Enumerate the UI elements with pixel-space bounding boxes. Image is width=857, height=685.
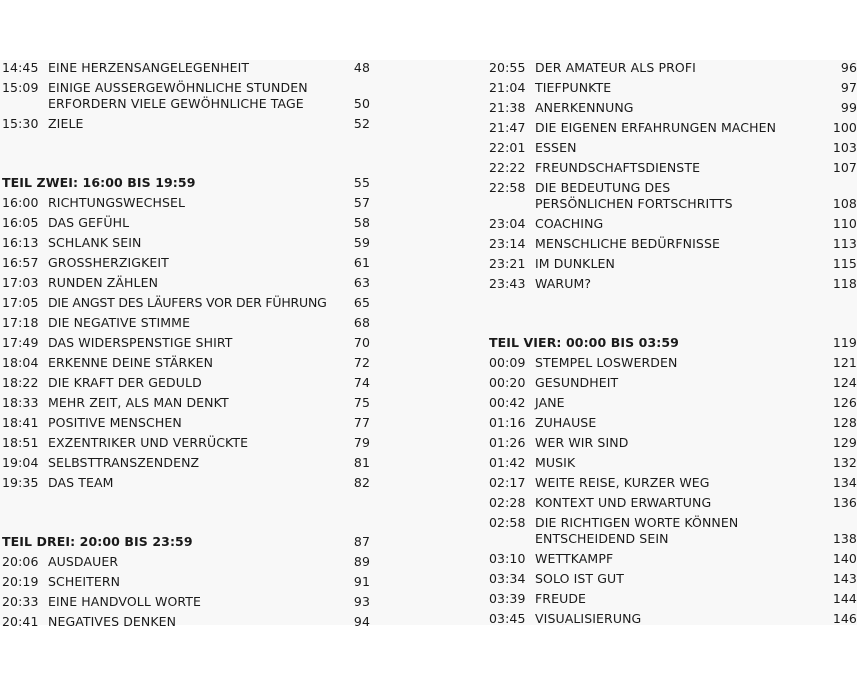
entry-title: FREUDE bbox=[535, 591, 587, 606]
entry-title: DAS WIDERSPENSTIGE SHIRT bbox=[48, 335, 233, 350]
entry-title: SCHLANK SEIN bbox=[48, 235, 142, 250]
entry-time: 17:05 bbox=[2, 295, 39, 310]
entry-title: NEGATIVES DENKEN bbox=[48, 614, 177, 629]
entry-page: 134 bbox=[832, 475, 857, 490]
entry-time: 19:35 bbox=[2, 475, 39, 490]
entry-page: 81 bbox=[353, 455, 370, 470]
entry-page: 89 bbox=[353, 554, 370, 569]
entry-title: EINE HERZENSANGELEGENHEIT bbox=[48, 60, 250, 75]
entry-title: ANERKENNUNG bbox=[535, 100, 634, 115]
entry-title: JANE bbox=[535, 395, 565, 410]
entry-title: ESSEN bbox=[535, 140, 577, 155]
section-page: 55 bbox=[353, 175, 370, 190]
entry-page: 96 bbox=[840, 60, 857, 75]
entry-page: 108 bbox=[832, 196, 857, 211]
entry-page: 57 bbox=[353, 195, 370, 210]
entry-title: WER WIR SIND bbox=[535, 435, 629, 450]
entry-time: 20:55 bbox=[489, 60, 526, 75]
entry-page: 82 bbox=[353, 475, 370, 490]
entry-page: 50 bbox=[353, 96, 370, 111]
entry-time: 21:04 bbox=[489, 80, 526, 95]
entry-page: 100 bbox=[832, 120, 857, 135]
entry-time: 18:04 bbox=[2, 355, 39, 370]
entry-page: 146 bbox=[832, 611, 857, 626]
entry-title: DIE EIGENEN ERFAHRUNGEN MACHEN bbox=[535, 120, 777, 135]
entry-time: 02:58 bbox=[489, 515, 526, 530]
entry-page: 128 bbox=[832, 415, 857, 430]
entry-page: 132 bbox=[832, 455, 857, 470]
entry-time: 23:43 bbox=[489, 276, 526, 291]
entry-page: 70 bbox=[353, 335, 370, 350]
entry-time: 20:19 bbox=[2, 574, 39, 589]
entry-time: 15:09 bbox=[2, 80, 39, 95]
entry-page: 77 bbox=[353, 415, 370, 430]
section-heading: TEIL VIER: 00:00 BIS 03:59 bbox=[489, 335, 679, 350]
entry-time: 01:16 bbox=[489, 415, 526, 430]
entry-page: 118 bbox=[832, 276, 857, 291]
section-page: 119 bbox=[832, 335, 857, 350]
entry-title: RUNDEN ZÄHLEN bbox=[48, 275, 159, 290]
entry-title: SOLO IST GUT bbox=[535, 571, 625, 586]
entry-page: 79 bbox=[353, 435, 370, 450]
entry-page: 74 bbox=[353, 375, 370, 390]
entry-page: 115 bbox=[832, 256, 857, 271]
entry-title: EINE HANDVOLL WORTE bbox=[48, 594, 201, 609]
entry-page: 68 bbox=[353, 315, 370, 330]
entry-title: TIEFPUNKTE bbox=[535, 80, 612, 95]
entry-title: MUSIK bbox=[535, 455, 576, 470]
entry-time: 18:41 bbox=[2, 415, 39, 430]
entry-page: 63 bbox=[353, 275, 370, 290]
entry-title: AUSDAUER bbox=[48, 554, 119, 569]
entry-title: KONTEXT UND ERWARTUNG bbox=[535, 495, 712, 510]
entry-page: 103 bbox=[832, 140, 857, 155]
entry-title: EINIGE AUSSERGEWÖHNLICHE STUNDEN ERFORDERN VIELE GEWÖHNLICHE TAGE bbox=[48, 80, 308, 111]
entry-time: 20:33 bbox=[2, 594, 39, 609]
entry-page: 97 bbox=[840, 80, 857, 95]
entry-title: DAS TEAM bbox=[48, 475, 114, 490]
entry-time: 00:20 bbox=[489, 375, 526, 390]
entry-title: VISUALISIERUNG bbox=[535, 611, 642, 626]
entry-title: ZUHAUSE bbox=[535, 415, 597, 430]
entry-title: DIE KRAFT DER GEDULD bbox=[48, 375, 202, 390]
entry-title: GROSSHERZIGKEIT bbox=[48, 255, 169, 270]
section-heading: TEIL ZWEI: 16:00 BIS 19:59 bbox=[2, 175, 196, 190]
entry-time: 18:33 bbox=[2, 395, 39, 410]
entry-title: MEHR ZEIT, ALS MAN DENKT bbox=[48, 395, 229, 410]
entry-page: 107 bbox=[832, 160, 857, 175]
entry-time: 03:34 bbox=[489, 571, 526, 586]
entry-title: ZIELE bbox=[48, 116, 84, 131]
section-heading: TEIL DREI: 20:00 BIS 23:59 bbox=[2, 534, 193, 549]
entry-title: DAS GEFÜHL bbox=[48, 215, 130, 230]
entry-time: 20:41 bbox=[2, 614, 39, 629]
entry-title: COACHING bbox=[535, 216, 604, 231]
entry-title: SELBSTTRANSZENDENZ bbox=[48, 455, 200, 470]
entry-page: 61 bbox=[353, 255, 370, 270]
entry-time: 14:45 bbox=[2, 60, 39, 75]
entry-time: 15:30 bbox=[2, 116, 39, 131]
entry-time: 17:49 bbox=[2, 335, 39, 350]
entry-page: 99 bbox=[840, 100, 857, 115]
entry-page: 113 bbox=[832, 236, 857, 251]
entry-time: 21:38 bbox=[489, 100, 526, 115]
entry-page: 144 bbox=[832, 591, 857, 606]
entry-title: IM DUNKLEN bbox=[535, 256, 615, 271]
entry-title: RICHTUNGSWECHSEL bbox=[48, 195, 186, 210]
entry-title: DIE BEDEUTUNG DES PERSÖNLICHEN FORTSCHRITTS bbox=[535, 180, 733, 211]
entry-time: 22:01 bbox=[489, 140, 526, 155]
entry-time: 16:13 bbox=[2, 235, 39, 250]
entry-title: DIE RICHTIGEN WORTE KÖNNEN ENTSCHEIDEND SEIN bbox=[535, 515, 739, 546]
entry-title: FREUNDSCHAFTSDIENSTE bbox=[535, 160, 701, 175]
entry-time: 03:39 bbox=[489, 591, 526, 606]
entry-time: 16:05 bbox=[2, 215, 39, 230]
entry-title: DER AMATEUR ALS PROFI bbox=[535, 60, 696, 75]
entry-time: 23:21 bbox=[489, 256, 526, 271]
entry-title: DIE NEGATIVE STIMME bbox=[48, 315, 191, 330]
entry-time: 23:04 bbox=[489, 216, 526, 231]
entry-page: 91 bbox=[353, 574, 370, 589]
entry-title: WETTKAMPF bbox=[535, 551, 614, 566]
entry-time: 01:26 bbox=[489, 435, 526, 450]
entry-page: 138 bbox=[832, 531, 857, 546]
entry-title: WARUM? bbox=[535, 276, 592, 291]
entry-time: 17:03 bbox=[2, 275, 39, 290]
entry-page: 48 bbox=[353, 60, 370, 75]
entry-page: 129 bbox=[832, 435, 857, 450]
entry-time: 17:18 bbox=[2, 315, 39, 330]
entry-title: POSITIVE MENSCHEN bbox=[48, 415, 182, 430]
entry-page: 58 bbox=[353, 215, 370, 230]
entry-page: 52 bbox=[353, 116, 370, 131]
entry-page: 94 bbox=[353, 614, 370, 629]
entry-time: 01:42 bbox=[489, 455, 526, 470]
entry-title: EXZENTRIKER UND VERRÜCKTE bbox=[48, 435, 249, 450]
entry-page: 75 bbox=[353, 395, 370, 410]
entry-time: 20:06 bbox=[2, 554, 39, 569]
entry-time: 18:22 bbox=[2, 375, 39, 390]
entry-page: 72 bbox=[353, 355, 370, 370]
entry-time: 23:14 bbox=[489, 236, 526, 251]
entry-page: 110 bbox=[832, 216, 857, 231]
entry-title: GESUNDHEIT bbox=[535, 375, 619, 390]
entry-title: ERKENNE DEINE STÄRKEN bbox=[48, 355, 214, 370]
entry-page: 140 bbox=[832, 551, 857, 566]
entry-page: 65 bbox=[353, 295, 370, 310]
entry-title: WEITE REISE, KURZER WEG bbox=[535, 475, 710, 490]
entry-time: 19:04 bbox=[2, 455, 39, 470]
entry-time: 02:28 bbox=[489, 495, 526, 510]
entry-time: 18:51 bbox=[2, 435, 39, 450]
entry-time: 03:10 bbox=[489, 551, 526, 566]
entry-title: DIE ANGST DES LÄUFERS VOR DER FÜHRUNG bbox=[48, 295, 327, 310]
entry-page: 126 bbox=[832, 395, 857, 410]
entry-title: MENSCHLICHE BEDÜRFNISSE bbox=[535, 236, 720, 251]
entry-time: 22:58 bbox=[489, 180, 526, 195]
entry-time: 16:00 bbox=[2, 195, 39, 210]
entry-time: 03:45 bbox=[489, 611, 526, 626]
entry-time: 02:17 bbox=[489, 475, 526, 490]
entry-page: 124 bbox=[832, 375, 857, 390]
entry-page: 143 bbox=[832, 571, 857, 586]
entry-time: 00:42 bbox=[489, 395, 526, 410]
entry-time: 22:22 bbox=[489, 160, 526, 175]
entry-time: 00:09 bbox=[489, 355, 526, 370]
entry-page: 93 bbox=[353, 594, 370, 609]
entry-title: STEMPEL LOSWERDEN bbox=[535, 355, 678, 370]
entry-time: 16:57 bbox=[2, 255, 39, 270]
entry-page: 59 bbox=[353, 235, 370, 250]
entry-title: SCHEITERN bbox=[48, 574, 121, 589]
entry-time: 21:47 bbox=[489, 120, 526, 135]
entry-page: 136 bbox=[832, 495, 857, 510]
entry-page: 121 bbox=[832, 355, 857, 370]
section-page: 87 bbox=[353, 534, 370, 549]
